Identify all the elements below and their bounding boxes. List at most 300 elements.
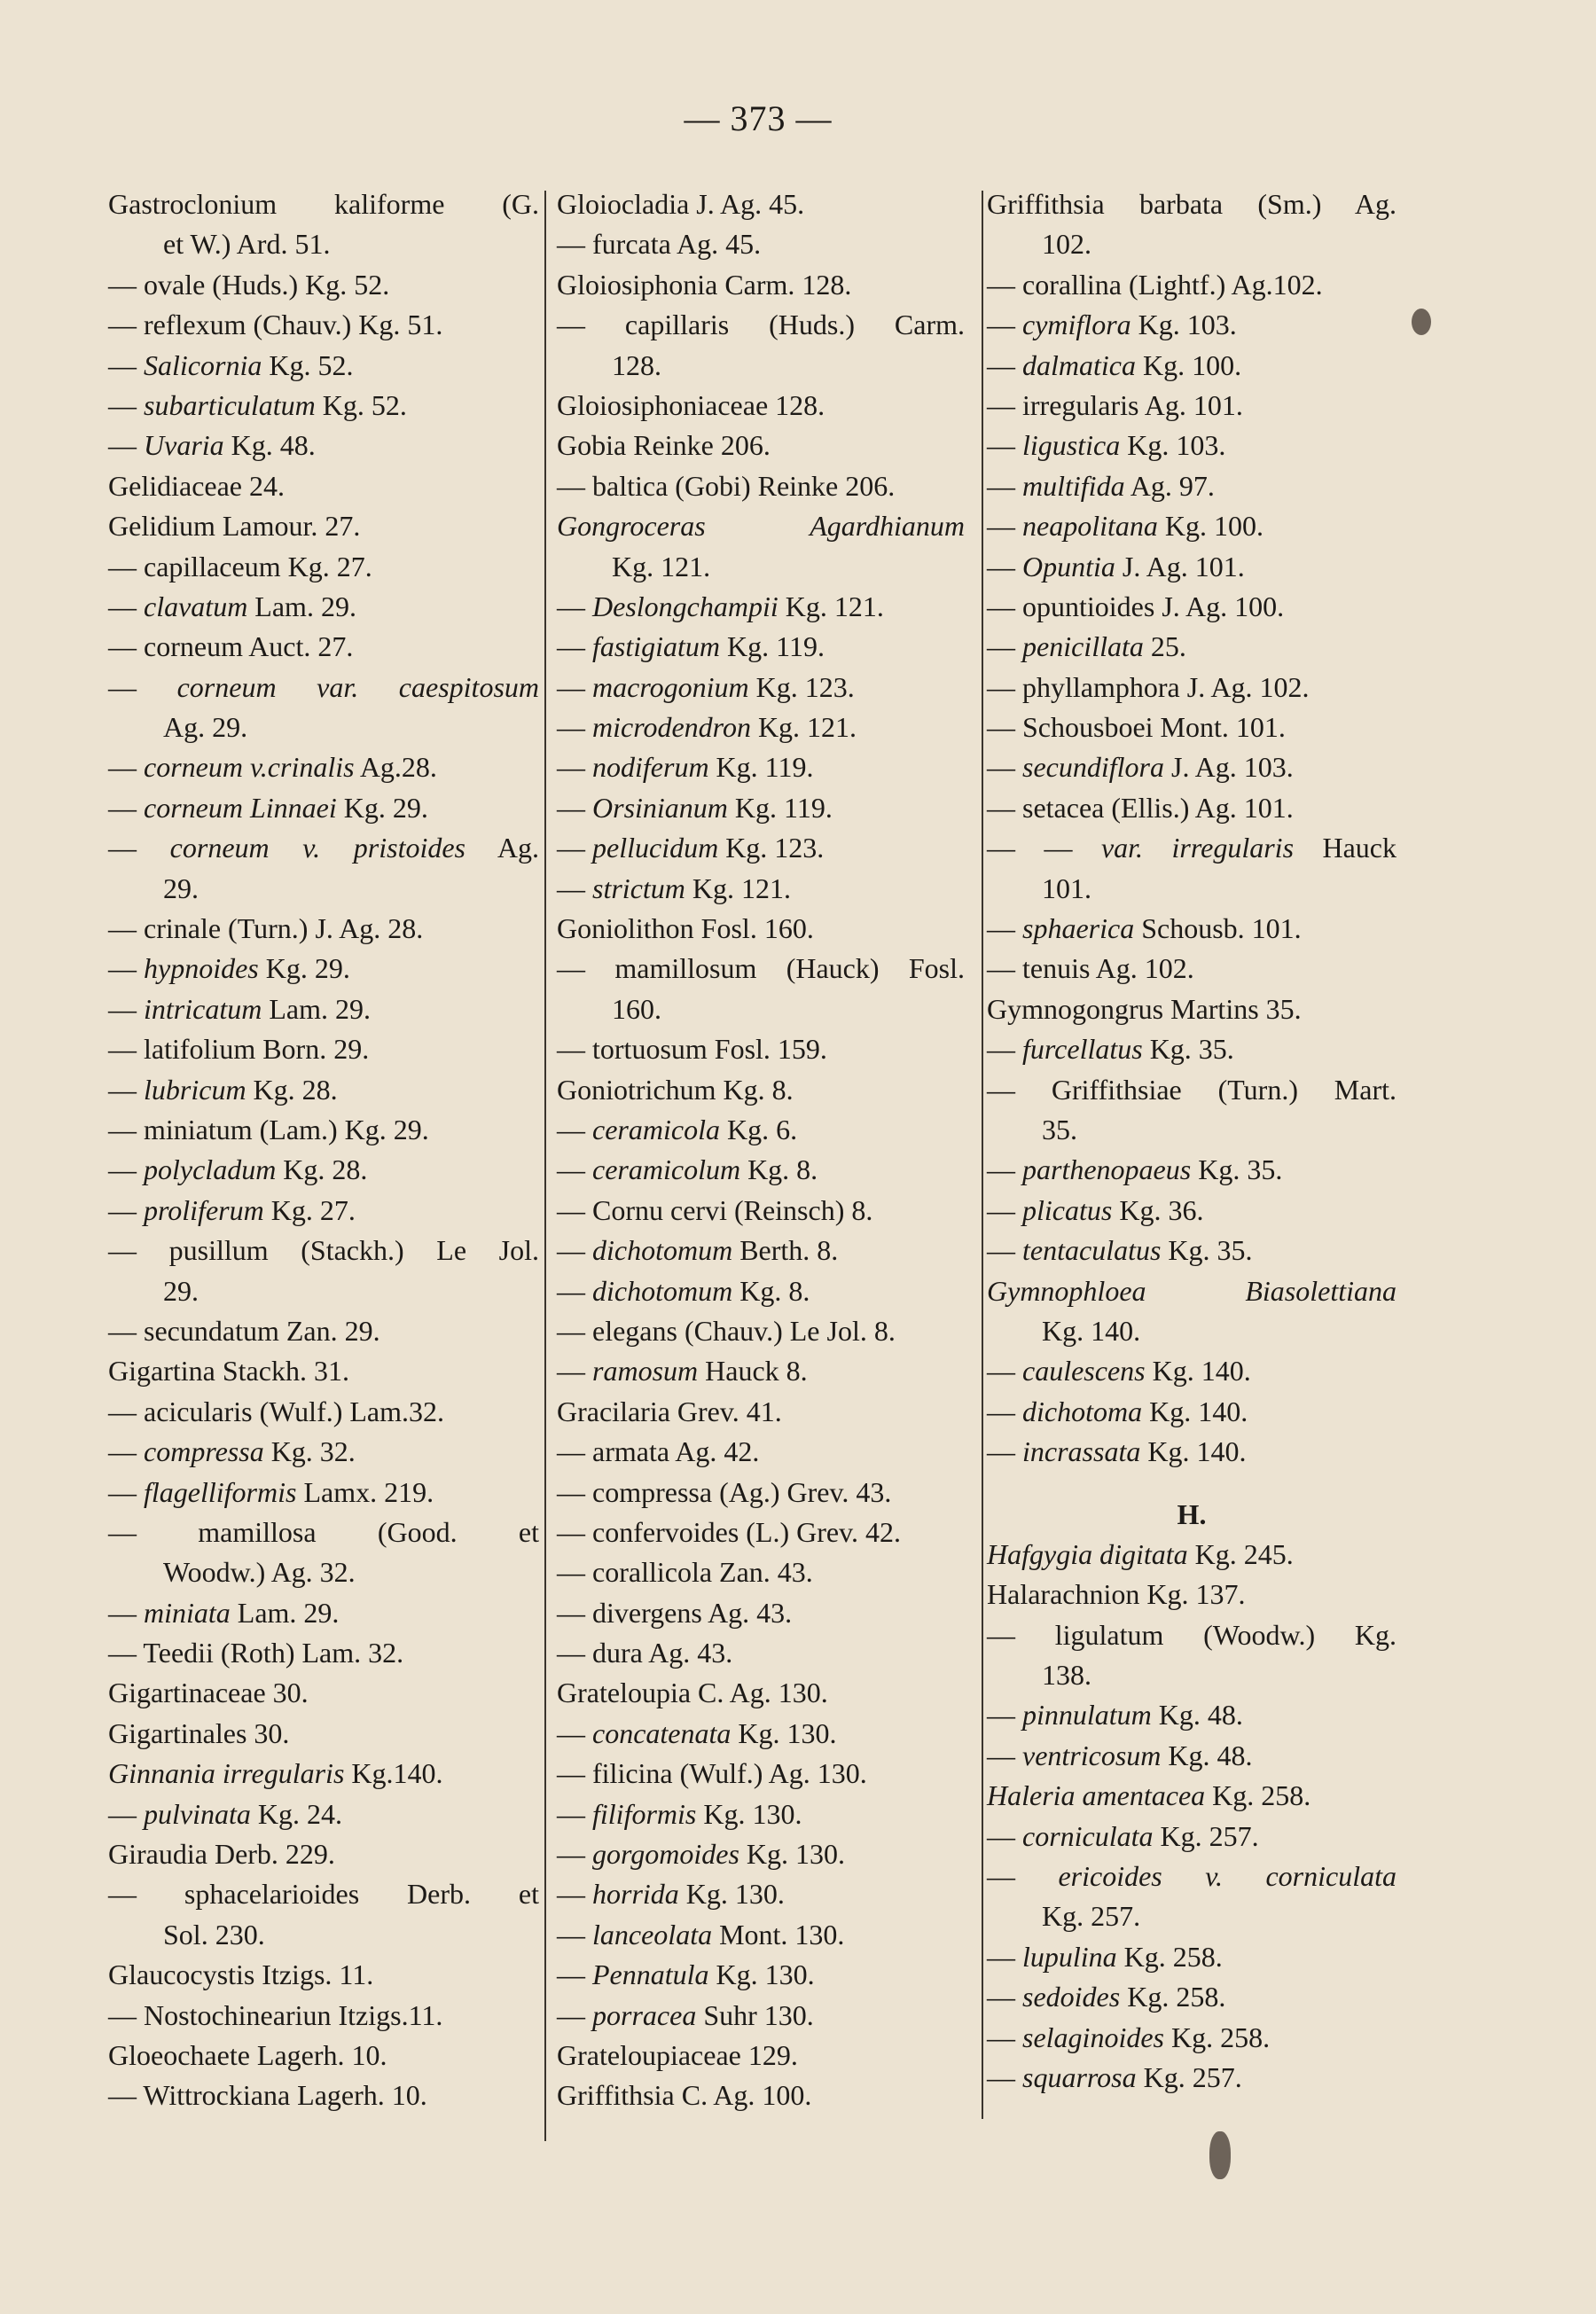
index-entry bbox=[557, 426, 965, 465]
entry-text: — bbox=[987, 1739, 1022, 1771]
entry-text: — bbox=[108, 952, 144, 985]
index-entry bbox=[108, 1714, 539, 1754]
entry-text: Kg. 35. bbox=[1142, 1033, 1234, 1066]
index-entry bbox=[108, 1311, 539, 1351]
entry-text: Kg. 8. bbox=[740, 1153, 818, 1186]
entry-text: Gloiosiphonia Carm. 128. bbox=[557, 268, 852, 301]
entry-text: 102. bbox=[1042, 228, 1091, 261]
entry-text: Gloiocladia J. Ag. 45. bbox=[557, 188, 805, 220]
index-entry-continuation bbox=[108, 1915, 539, 1955]
index-entry bbox=[987, 1615, 1396, 1655]
index-entry bbox=[987, 1029, 1396, 1069]
entry-text: Kg. 27. bbox=[263, 1193, 356, 1226]
index-entry bbox=[108, 305, 539, 345]
index-entry bbox=[108, 1513, 539, 1552]
entry-italic-text: nodiferum bbox=[592, 751, 709, 784]
entry-text: Kg. 121. bbox=[778, 590, 884, 622]
entry-text: Kg. 258. bbox=[1205, 1779, 1311, 1812]
entry-text: Ag.28. bbox=[354, 751, 437, 784]
entry-text: 35. bbox=[1042, 1113, 1077, 1145]
entry-italic-text: dichotomum bbox=[592, 1274, 733, 1307]
index-entry bbox=[557, 1714, 965, 1754]
entry-text: — pusillum (Stackh.) Le Jol. bbox=[108, 1234, 539, 1267]
entry-text: — bbox=[987, 630, 1022, 663]
entry-text: Kg. 140. bbox=[1145, 1355, 1251, 1388]
entry-text: Kg. 48. bbox=[223, 429, 316, 462]
entry-text: Woodw.) Ag. 32. bbox=[163, 1556, 356, 1589]
entry-text: Griffithsia barbata (Sm.) Ag. bbox=[987, 188, 1396, 220]
index-entry bbox=[987, 1432, 1396, 1472]
index-entry bbox=[108, 1794, 539, 1834]
entry-text: — bbox=[557, 670, 592, 703]
entry-text: — divergens Ag. 43. bbox=[557, 1596, 793, 1629]
entry-text: — bbox=[987, 1981, 1022, 2013]
index-entry bbox=[987, 1575, 1396, 1614]
entry-text: — Cornu cervi (Reinsch) 8. bbox=[557, 1193, 873, 1226]
entry-italic-text: ventricosum bbox=[1022, 1739, 1162, 1771]
entry-text: — bbox=[108, 348, 144, 381]
index-entry bbox=[987, 2018, 1396, 2058]
entry-italic-text: Deslongchampii bbox=[592, 590, 778, 622]
entry-text: — mamillosum (Hauck) Fosl. bbox=[557, 952, 965, 985]
ink-spot bbox=[1209, 2131, 1231, 2179]
entry-text: Kg. 119. bbox=[720, 630, 825, 663]
entry-text: Kg. 123. bbox=[718, 832, 825, 864]
entry-text: Gymnogongrus Martins 35. bbox=[987, 992, 1302, 1025]
index-entry bbox=[557, 1110, 965, 1150]
entry-text: Kg. 245. bbox=[1187, 1537, 1294, 1570]
entry-text: Kg. 48. bbox=[1151, 1699, 1243, 1732]
index-column-2 bbox=[557, 184, 965, 2116]
entry-text: — bbox=[108, 429, 144, 462]
index-entry bbox=[557, 1513, 965, 1552]
index-entry bbox=[557, 1351, 965, 1391]
entry-italic-text: pinnulatum bbox=[1022, 1699, 1152, 1732]
entry-text: Kg. 121. bbox=[750, 711, 857, 744]
entry-text: 29. bbox=[163, 1274, 199, 1307]
index-entry bbox=[557, 184, 965, 224]
entry-text: — bbox=[987, 1860, 1059, 1893]
entry-italic-text: lupulina bbox=[1022, 1940, 1117, 1973]
entry-text: Gloeochaete Lagerh. 10. bbox=[108, 2038, 387, 2071]
index-entry bbox=[108, 426, 539, 465]
index-entry bbox=[557, 1029, 965, 1069]
entry-text: Kg. 258. bbox=[1116, 1940, 1223, 1973]
entry-italic-text: selaginoides bbox=[1022, 2021, 1164, 2053]
entry-text: Kg. 29. bbox=[258, 952, 350, 985]
entry-text: — bbox=[557, 1918, 592, 1950]
entry-italic-text: Ginnania irregularis bbox=[108, 1757, 345, 1790]
entry-italic-text: concatenata bbox=[592, 1716, 732, 1749]
entry-text: — bbox=[557, 1716, 592, 1749]
index-entry-continuation bbox=[108, 869, 539, 909]
index-entry bbox=[557, 828, 965, 868]
entry-text: — bbox=[108, 1475, 144, 1508]
index-entry bbox=[987, 828, 1396, 868]
index-entry bbox=[987, 426, 1396, 465]
entry-text: — bbox=[987, 1940, 1022, 1973]
entry-italic-text: corniculata bbox=[1022, 1819, 1154, 1852]
index-entry bbox=[557, 2076, 965, 2115]
entry-text: — bbox=[108, 1073, 144, 1106]
entry-text: Goniotrichum Kg. 8. bbox=[557, 1073, 794, 1106]
entry-text: — bbox=[987, 1153, 1022, 1186]
entry-italic-text: penicillata bbox=[1022, 630, 1144, 663]
entry-text: — capillaceum Kg. 27. bbox=[108, 550, 372, 582]
entry-text: Kg. 103. bbox=[1120, 429, 1226, 462]
index-entry bbox=[108, 1473, 539, 1513]
index-entry bbox=[108, 346, 539, 386]
entry-text: — Nostochineariun Itzigs.11. bbox=[108, 1998, 443, 2031]
entry-text: — bbox=[108, 1153, 144, 1186]
entry-text: — bbox=[987, 309, 1022, 341]
index-entry bbox=[987, 587, 1396, 627]
ink-spot bbox=[1412, 309, 1431, 335]
entry-text: Kg.140. bbox=[344, 1757, 443, 1790]
entry-text: Kg. 35. bbox=[1191, 1153, 1283, 1186]
entry-text: — bbox=[987, 912, 1022, 945]
entry-text: Kg. 24. bbox=[250, 1797, 342, 1830]
index-entry bbox=[987, 2058, 1396, 2098]
entry-text: — sphacelarioides Derb. et bbox=[108, 1878, 539, 1911]
entry-text: — bbox=[557, 832, 592, 864]
index-entry bbox=[108, 1150, 539, 1190]
entry-text: — bbox=[987, 2060, 1022, 2093]
entry-text: Kg. 119. bbox=[708, 751, 814, 784]
entry-text: Kg. 35. bbox=[1161, 1234, 1253, 1267]
index-entry bbox=[557, 869, 965, 909]
entry-italic-text: Hafgygia digitata bbox=[987, 1537, 1188, 1570]
entry-text: Kg. 121. bbox=[612, 550, 711, 582]
entry-text: — bbox=[987, 348, 1022, 381]
index-entry bbox=[987, 466, 1396, 506]
index-entry bbox=[557, 2036, 965, 2076]
entry-text: — bbox=[108, 992, 144, 1025]
entry-text: Kg. 28. bbox=[246, 1073, 338, 1106]
entry-text: — bbox=[557, 1838, 592, 1871]
entry-text: Giraudia Derb. 229. bbox=[108, 1838, 335, 1871]
index-entry bbox=[987, 949, 1396, 989]
index-entry bbox=[108, 1432, 539, 1472]
entry-text: Kg. 36. bbox=[1112, 1193, 1204, 1226]
index-entry bbox=[987, 989, 1396, 1029]
entry-italic-text: lanceolata bbox=[592, 1918, 713, 1950]
entry-text: Gigartinales 30. bbox=[108, 1716, 290, 1749]
entry-text: Sol. 230. bbox=[163, 1918, 265, 1950]
section-heading bbox=[987, 1495, 1396, 1535]
index-entry bbox=[557, 224, 965, 264]
entry-italic-text: squarrosa bbox=[1022, 2060, 1137, 2093]
entry-text: — bbox=[987, 751, 1022, 784]
entry-text: — reflexum (Chauv.) Kg. 51. bbox=[108, 309, 443, 341]
entry-italic-text: polycladum bbox=[144, 1153, 277, 1186]
entry-italic-text: parthenopaeus bbox=[1022, 1153, 1192, 1186]
entry-text: — bbox=[557, 1797, 592, 1830]
column-divider bbox=[544, 191, 546, 2141]
entry-text: Kg. 257. bbox=[1153, 1819, 1259, 1852]
index-entry bbox=[987, 305, 1396, 345]
entry-text: — confervoides (L.) Grev. 42. bbox=[557, 1515, 902, 1548]
entry-text: — bbox=[557, 1355, 592, 1388]
entry-text: Kg. 130. bbox=[731, 1716, 837, 1749]
entry-text: Lam. 29. bbox=[262, 992, 371, 1025]
entry-italic-text: filiformis bbox=[592, 1797, 697, 1830]
index-entry bbox=[557, 747, 965, 787]
entry-text: — bbox=[557, 1234, 592, 1267]
index-entry bbox=[108, 1955, 539, 1995]
entry-italic-text: pellucidum bbox=[592, 832, 719, 864]
entry-text: — miniatum (Lam.) Kg. 29. bbox=[108, 1113, 429, 1145]
entry-text: J. Ag. 103. bbox=[1163, 751, 1294, 784]
entry-italic-text: Gongroceras Agardhianum bbox=[557, 510, 965, 543]
entry-italic-text: dichotomum bbox=[592, 1234, 733, 1267]
entry-text: Kg. 130. bbox=[678, 1878, 785, 1911]
entry-text: — bbox=[987, 550, 1022, 582]
index-entry bbox=[987, 1271, 1396, 1311]
index-entry bbox=[557, 949, 965, 989]
index-entry-continuation bbox=[987, 1896, 1396, 1936]
index-entry bbox=[108, 909, 539, 949]
entry-text: — bbox=[557, 630, 592, 663]
entry-text: — bbox=[108, 751, 144, 784]
index-entry bbox=[108, 989, 539, 1029]
index-entry bbox=[987, 707, 1396, 747]
index-entry-continuation bbox=[987, 869, 1396, 909]
entry-text: — compressa (Ag.) Grev. 43. bbox=[557, 1475, 892, 1508]
entry-text: — bbox=[108, 670, 177, 703]
entry-italic-text: ligustica bbox=[1022, 429, 1121, 462]
index-entry-continuation bbox=[108, 1271, 539, 1311]
entry-text: Kg. 123. bbox=[748, 670, 855, 703]
entry-text: Kg. 257. bbox=[1042, 1900, 1141, 1933]
entry-italic-text: strictum bbox=[592, 872, 685, 904]
entry-text: Kg. 103. bbox=[1130, 309, 1237, 341]
entry-text: Kg. 258. bbox=[1163, 2021, 1271, 2053]
entry-italic-text: pulvinata bbox=[144, 1797, 251, 1830]
index-entry-continuation bbox=[987, 1655, 1396, 1695]
index-entry bbox=[987, 1191, 1396, 1231]
index-entry bbox=[987, 747, 1396, 787]
entry-text: H. bbox=[1177, 1497, 1207, 1530]
index-entry bbox=[987, 1817, 1396, 1857]
index-entry bbox=[108, 747, 539, 787]
index-entry bbox=[108, 1754, 539, 1794]
index-entry bbox=[557, 587, 965, 627]
entry-italic-text: sedoides bbox=[1022, 1981, 1121, 2013]
index-entry bbox=[557, 1593, 965, 1633]
entry-text: — bbox=[108, 1797, 144, 1830]
entry-text: — ovale (Huds.) Kg. 52. bbox=[108, 268, 390, 301]
entry-italic-text: Opuntia bbox=[1022, 550, 1115, 582]
entry-text: — bbox=[987, 1355, 1022, 1388]
index-entry bbox=[557, 668, 965, 707]
entry-italic-text: macrogonium bbox=[592, 670, 749, 703]
index-entry bbox=[557, 1070, 965, 1110]
index-entry bbox=[557, 1874, 965, 1914]
entry-text: — Wittrockiana Lagerh. 10. bbox=[108, 2079, 427, 2112]
entry-text: Gobia Reinke 206. bbox=[557, 429, 771, 462]
index-entry bbox=[987, 1351, 1396, 1391]
entry-text: — bbox=[987, 510, 1022, 543]
section-gap bbox=[987, 1473, 1396, 1495]
entry-italic-text: var. irregularis bbox=[1100, 832, 1295, 864]
index-entry bbox=[108, 828, 539, 868]
index-entry-continuation bbox=[557, 547, 965, 587]
index-entry bbox=[987, 346, 1396, 386]
entry-text: — bbox=[987, 469, 1022, 502]
entry-text: Gelidium Lamour. 27. bbox=[108, 510, 361, 543]
index-entry bbox=[108, 547, 539, 587]
index-entry bbox=[557, 466, 965, 506]
entry-text: Lam. 29. bbox=[247, 590, 356, 622]
entry-text: — elegans (Chauv.) Le Jol. 8. bbox=[557, 1314, 896, 1347]
entry-italic-text: corneum var. caespitosum bbox=[176, 670, 540, 703]
index-entry bbox=[108, 184, 539, 224]
entry-text: — mamillosa (Good. et bbox=[108, 1515, 539, 1548]
entry-italic-text: subarticulatum bbox=[144, 388, 316, 421]
index-entry bbox=[108, 627, 539, 667]
index-entry-continuation bbox=[108, 707, 539, 747]
entry-text: Kg. 100. bbox=[1135, 348, 1242, 381]
index-entry bbox=[557, 1473, 965, 1513]
entry-text: Ag. 97. bbox=[1124, 469, 1215, 502]
entry-text: Mont. 130. bbox=[712, 1918, 845, 1950]
entry-text: Kg. 48. bbox=[1161, 1739, 1253, 1771]
entry-italic-text: ceramicolum bbox=[592, 1153, 741, 1186]
entry-text: — Schousboei Mont. 101. bbox=[987, 711, 1286, 744]
entry-italic-text: clavatum bbox=[144, 590, 248, 622]
entry-italic-text: ericoides v. corniculata bbox=[1058, 1860, 1397, 1893]
index-entry bbox=[987, 547, 1396, 587]
entry-italic-text: ceramicola bbox=[592, 1113, 720, 1145]
entry-italic-text: fastigiatum bbox=[592, 630, 721, 663]
index-entry-continuation bbox=[557, 989, 965, 1029]
index-entry bbox=[108, 1110, 539, 1150]
entry-text: — bbox=[108, 1596, 144, 1629]
entry-text: — Teedii (Roth) Lam. 32. bbox=[108, 1637, 404, 1669]
index-entry bbox=[557, 305, 965, 345]
entry-italic-text: sphaerica bbox=[1022, 912, 1135, 945]
index-entry bbox=[557, 1754, 965, 1794]
index-entry bbox=[987, 1695, 1396, 1735]
entry-text: — furcata Ag. 45. bbox=[557, 228, 762, 261]
entry-italic-text: corneum Linnaei bbox=[144, 791, 337, 824]
entry-text: Kg. 257. bbox=[1136, 2060, 1242, 2093]
index-entry bbox=[987, 265, 1396, 305]
entry-text: Berth. 8. bbox=[732, 1234, 839, 1267]
index-entry bbox=[108, 788, 539, 828]
index-entry bbox=[987, 1776, 1396, 1816]
entry-text: — bbox=[557, 711, 592, 744]
entry-text: — opuntioides J. Ag. 100. bbox=[987, 590, 1285, 622]
entry-text: — — bbox=[987, 832, 1101, 864]
index-entry bbox=[557, 1955, 965, 1995]
index-entry bbox=[557, 1552, 965, 1592]
entry-text: — bbox=[987, 2021, 1022, 2053]
entry-italic-text: ramosum bbox=[592, 1355, 699, 1388]
entry-text: — dura Ag. 43. bbox=[557, 1637, 733, 1669]
entry-text: — latifolium Born. 29. bbox=[108, 1033, 370, 1066]
index-entry-continuation bbox=[987, 1110, 1396, 1150]
entry-italic-text: cymiflora bbox=[1022, 309, 1131, 341]
entry-text: — bbox=[987, 1819, 1022, 1852]
entry-text: — bbox=[987, 1699, 1022, 1732]
index-entry bbox=[108, 587, 539, 627]
entry-text: Ag. bbox=[466, 832, 539, 864]
entry-text: Grateloupia C. Ag. 130. bbox=[557, 1677, 828, 1709]
index-entry bbox=[557, 1673, 965, 1713]
index-entry bbox=[987, 1070, 1396, 1110]
entry-text: — bbox=[557, 1958, 592, 1991]
entry-text: 160. bbox=[612, 992, 661, 1025]
index-entry bbox=[557, 1271, 965, 1311]
entry-italic-text: porracea bbox=[592, 1998, 697, 2031]
entry-text: 101. bbox=[1042, 872, 1091, 904]
entry-text: — ligulatum (Woodw.) Kg. bbox=[987, 1618, 1396, 1651]
entry-text: — bbox=[557, 872, 592, 904]
entry-italic-text: secundiflora bbox=[1022, 751, 1164, 784]
entry-text: Kg. 258. bbox=[1120, 1981, 1226, 2013]
index-entry bbox=[557, 1231, 965, 1270]
entry-text: — corallina (Lightf.) Ag.102. bbox=[987, 268, 1323, 301]
entry-italic-text: multifida bbox=[1022, 469, 1125, 502]
index-entry bbox=[557, 627, 965, 667]
entry-text: Kg. 6. bbox=[719, 1113, 798, 1145]
index-entry bbox=[108, 1633, 539, 1673]
entry-text: Griffithsia C. Ag. 100. bbox=[557, 2079, 812, 2112]
entry-text: 25. bbox=[1143, 630, 1186, 663]
entry-italic-text: hypnoides bbox=[144, 952, 259, 985]
entry-text: — bbox=[557, 751, 592, 784]
index-entry bbox=[557, 1150, 965, 1190]
index-entry bbox=[108, 1996, 539, 2036]
entry-text: — bbox=[557, 1113, 592, 1145]
entry-italic-text: compressa bbox=[144, 1435, 264, 1468]
entry-italic-text: neapolitana bbox=[1022, 510, 1158, 543]
entry-text: — armata Ag. 42. bbox=[557, 1435, 760, 1468]
entry-text: Kg. 140. bbox=[1042, 1314, 1141, 1347]
entry-text: — corneum Auct. 27. bbox=[108, 630, 354, 663]
index-column-1 bbox=[108, 184, 539, 2116]
entry-italic-text: flagelliformis bbox=[144, 1475, 297, 1508]
entry-italic-text: Uvaria bbox=[144, 429, 224, 462]
entry-italic-text: Salicornia bbox=[144, 348, 262, 381]
index-entry bbox=[108, 949, 539, 989]
entry-italic-text: tentaculatus bbox=[1022, 1234, 1162, 1267]
entry-text: — bbox=[557, 791, 592, 824]
index-entry bbox=[557, 1191, 965, 1231]
index-entry bbox=[557, 788, 965, 828]
entry-text: — bbox=[557, 1274, 592, 1307]
index-entry bbox=[987, 1857, 1396, 1896]
index-entry-continuation bbox=[108, 1552, 539, 1592]
entry-text: Kg. 29. bbox=[336, 791, 428, 824]
entry-italic-text: intricatum bbox=[144, 992, 262, 1025]
entry-text: Glaucocystis Itzigs. 11. bbox=[108, 1958, 374, 1991]
entry-italic-text: Haleria amentacea bbox=[987, 1779, 1206, 1812]
entry-text: — irregularis Ag. 101. bbox=[987, 388, 1243, 421]
entry-italic-text: proliferum bbox=[144, 1193, 264, 1226]
entry-text: Kg. 52. bbox=[315, 388, 407, 421]
index-entry bbox=[987, 1736, 1396, 1776]
index-entry bbox=[987, 1231, 1396, 1270]
entry-text: — bbox=[987, 1234, 1022, 1267]
entry-text: — bbox=[557, 1878, 592, 1911]
index-entry-continuation bbox=[987, 224, 1396, 264]
entry-text: — Griffithsiae (Turn.) Mart. bbox=[987, 1073, 1396, 1106]
index-entry bbox=[987, 506, 1396, 546]
index-entry bbox=[108, 1351, 539, 1391]
